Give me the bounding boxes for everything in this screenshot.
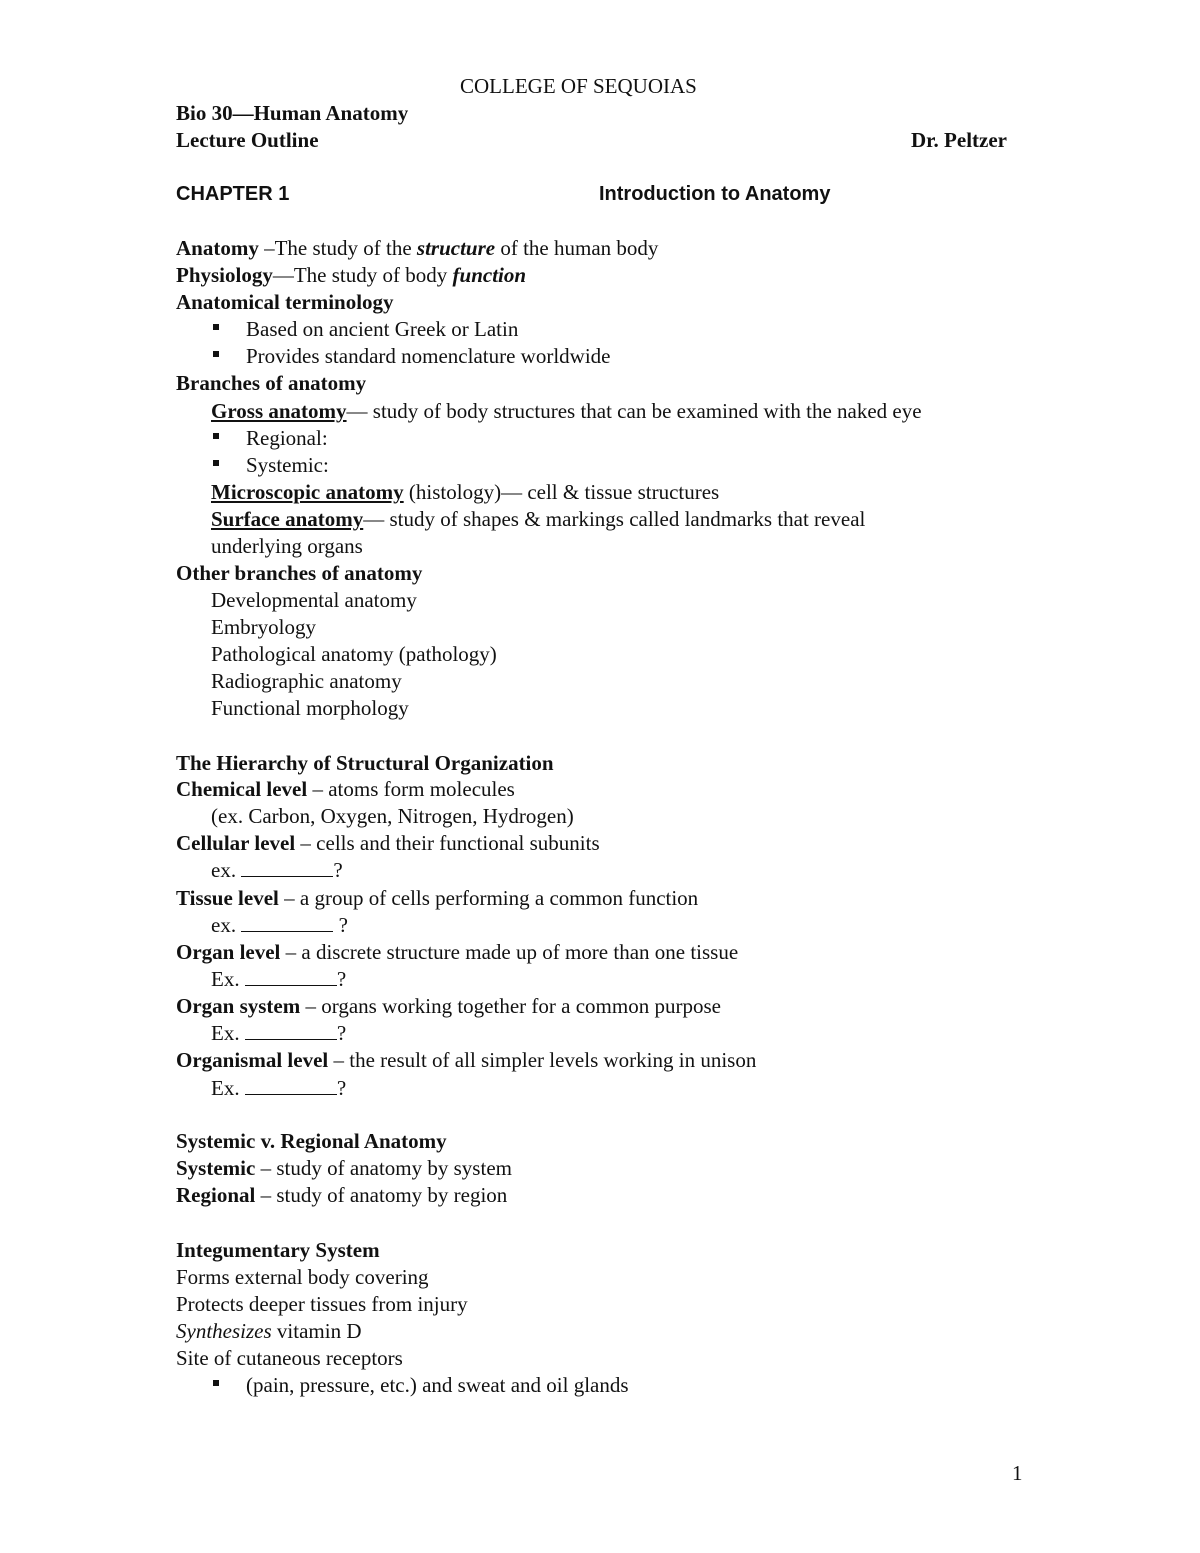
cellular-term: Cellular level — [176, 831, 296, 855]
organismal-level — [176, 1047, 756, 1073]
physiology-emph: function — [452, 263, 527, 287]
regional-definition — [176, 1182, 507, 1208]
chemical-level — [176, 776, 515, 802]
regional-term: Regional — [176, 1183, 256, 1207]
anatomy-definition — [176, 235, 658, 261]
physiology-pre: —The study of body — [272, 263, 453, 287]
tissue-def: – a group of cells performing a common function — [278, 886, 699, 910]
integumentary-line: Forms external body covering — [176, 1265, 429, 1289]
cellular-def: – cells and their functional subunits — [295, 831, 600, 855]
terminology-heading: Anatomical terminology — [176, 290, 394, 314]
page-number: 1 — [1012, 1461, 1023, 1485]
chapter-title: Introduction to Anatomy — [599, 183, 831, 205]
organ-term: Organ level — [176, 940, 281, 964]
doc-type: Lecture Outline — [176, 128, 319, 152]
integumentary-line: Site of cutaneous receptors — [176, 1346, 403, 1370]
surface-def: — study of shapes & markings called landmarks that reveal — [363, 507, 866, 531]
answer-blank — [241, 858, 333, 877]
answer-blank — [241, 913, 333, 932]
system-def: – organs working together for a common purpose — [300, 994, 721, 1018]
systemic-definition — [176, 1155, 512, 1181]
cellular-example — [211, 857, 343, 883]
college-title: COLLEGE OF SEQUOIAS — [460, 74, 697, 98]
bullet-icon — [213, 351, 219, 357]
answer-blank — [245, 1076, 337, 1095]
example-prefix: ex. — [211, 913, 242, 937]
organismal-def: – the result of all simpler levels working in unison — [328, 1048, 757, 1072]
other-branch-item: Pathological anatomy (pathology) — [211, 642, 497, 666]
chemical-term: Chemical level — [176, 777, 308, 801]
answer-blank — [245, 1021, 337, 1040]
bullet-icon — [213, 324, 219, 330]
bullet-icon — [213, 460, 219, 466]
chemical-def: – atoms form molecules — [307, 777, 515, 801]
micro-term: Microscopic anatomy — [211, 480, 404, 504]
anatomy-emph: structure — [416, 236, 496, 260]
question-mark: ? — [336, 1076, 347, 1100]
organismal-example — [211, 1075, 346, 1101]
anatomy-post: of the human body — [495, 236, 659, 260]
systemic-regional-heading: Systemic v. Regional Anatomy — [176, 1129, 447, 1153]
regional-def: – study of anatomy by region — [255, 1183, 508, 1207]
question-mark: ? — [333, 913, 348, 937]
systemic-term: Systemic — [176, 1156, 256, 1180]
other-branch-item: Embryology — [211, 615, 316, 639]
gross-term: Gross anatomy — [211, 399, 347, 423]
tissue-term: Tissue level — [176, 886, 279, 910]
integumentary-line — [176, 1318, 361, 1344]
surface-def-continued: underlying organs — [211, 534, 363, 558]
organ-system — [176, 993, 721, 1019]
physiology-term: Physiology — [176, 263, 273, 287]
surface-term: Surface anatomy — [211, 507, 364, 531]
surface-anatomy — [211, 506, 865, 532]
organ-def: – a discrete structure made up of more than one tissue — [280, 940, 739, 964]
terminology-item: Provides standard nomenclature worldwide — [246, 344, 611, 368]
chapter-label: CHAPTER 1 — [176, 183, 290, 205]
example-prefix: ex. — [211, 858, 242, 882]
organ-level — [176, 939, 738, 965]
systemic-def: – study of anatomy by system — [255, 1156, 512, 1180]
organ-example — [211, 966, 346, 992]
anatomy-pre: –The study of the — [258, 236, 417, 260]
micro-def: (histology)— cell & tissue structures — [403, 480, 720, 504]
tissue-example — [211, 912, 348, 938]
gross-item: Regional: — [246, 426, 328, 450]
answer-blank — [245, 967, 337, 986]
question-mark: ? — [336, 1021, 347, 1045]
bullet-icon — [213, 1380, 219, 1386]
bullet-icon — [213, 433, 219, 439]
gross-def: — study of body structures that can be examined with the naked eye — [346, 399, 922, 423]
question-mark: ? — [333, 858, 343, 882]
microscopic-anatomy — [211, 479, 719, 505]
other-branch-item: Functional morphology — [211, 696, 409, 720]
integumentary-heading: Integumentary System — [176, 1238, 380, 1262]
hierarchy-heading: The Hierarchy of Structural Organization — [176, 751, 554, 775]
gross-item: Systemic: — [246, 453, 329, 477]
instructor: Dr. Peltzer — [911, 128, 1007, 152]
cellular-level — [176, 830, 600, 856]
anatomy-term: Anatomy — [176, 236, 259, 260]
example-prefix: Ex. — [211, 1076, 245, 1100]
example-prefix: Ex. — [211, 967, 245, 991]
example-prefix: Ex. — [211, 1021, 245, 1045]
system-term: Organ system — [176, 994, 301, 1018]
other-branch-item: Radiographic anatomy — [211, 669, 402, 693]
vitamin-d-text: vitamin D — [271, 1319, 362, 1343]
chemical-example: (ex. Carbon, Oxygen, Nitrogen, Hydrogen) — [211, 804, 574, 828]
branches-heading: Branches of anatomy — [176, 371, 367, 395]
terminology-item: Based on ancient Greek or Latin — [246, 317, 519, 341]
gross-anatomy — [211, 398, 922, 424]
other-branch-item: Developmental anatomy — [211, 588, 417, 612]
tissue-level — [176, 885, 698, 911]
physiology-definition — [176, 262, 526, 288]
integumentary-line: Protects deeper tissues from injury — [176, 1292, 468, 1316]
course-title: Bio 30—Human Anatomy — [176, 101, 409, 125]
system-example — [211, 1020, 346, 1046]
synthesizes-emph: Synthesizes — [176, 1319, 272, 1343]
organismal-term: Organismal level — [176, 1048, 329, 1072]
integumentary-bullet: (pain, pressure, etc.) and sweat and oil glands — [246, 1373, 629, 1397]
question-mark: ? — [336, 967, 347, 991]
other-branches-heading: Other branches of anatomy — [176, 561, 423, 585]
